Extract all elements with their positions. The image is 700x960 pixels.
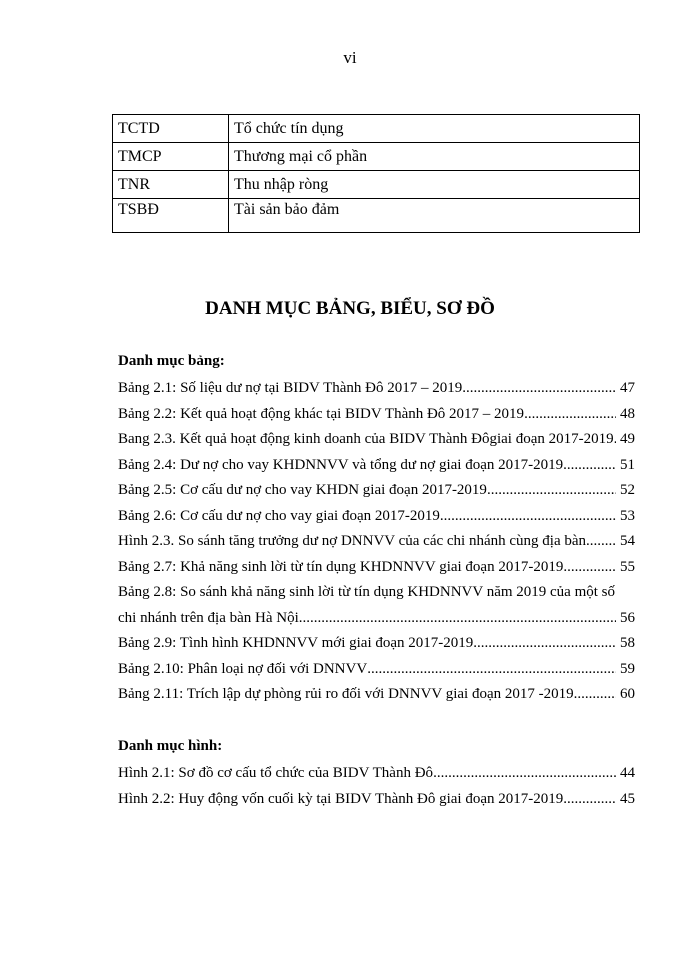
leader-dots (433, 761, 616, 787)
toc-entry[interactable] (118, 787, 635, 813)
toc-entry[interactable] (118, 402, 635, 428)
toc-entry[interactable] (118, 529, 635, 555)
abbr-meaning: Tài sản bảo đảm (229, 199, 640, 233)
page-number: vi (343, 48, 357, 67)
toc-entry-page: 53 (620, 507, 635, 524)
toc-entry[interactable] (118, 580, 635, 631)
toc-entry-page: 49 (620, 431, 635, 447)
abbr-code: TCTD (113, 115, 229, 143)
toc-entry-page: 60 (620, 686, 635, 702)
toc-entry-page: 54 (620, 533, 635, 549)
abbr-meaning: Thương mại cổ phần (229, 143, 640, 171)
leader-dots (563, 787, 616, 813)
table-row (113, 115, 640, 143)
toc-entry-page: 47 (620, 380, 635, 396)
toc-entry-text: Hình 2.1: Sơ đồ cơ cấu tổ chức của BIDV Thành Đô (118, 765, 434, 781)
leader-dots (473, 631, 616, 657)
toc-entry[interactable] (118, 453, 635, 479)
toc-entry-text: Hình 2.3. So sánh tăng trưởng dư nợ DNNVV của các chi nhánh cùng địa bàn (118, 533, 587, 549)
leader-dots (563, 453, 616, 479)
toc-entry-page: 52 (620, 482, 635, 498)
toc-entry-page: 55 (620, 558, 635, 575)
toc-entry-text: Bảng 2.8: So sánh khả năng sinh lời từ tín dụng KHDNNVV năm 2019 của một số (118, 584, 616, 600)
toc-entry-text: Bảng 2.2: Kết quả hoạt động khác tại BIDV Thành Đô 2017 – 2019 (118, 405, 525, 422)
figures-list (118, 761, 635, 812)
toc-entry-page: 59 (620, 660, 635, 677)
leader-dots (367, 657, 616, 683)
leader-dots (440, 504, 616, 530)
leader-dots (299, 606, 616, 632)
page-title: DANH MỤC BẢNG, BIỂU, SƠ ĐỒ (205, 298, 495, 319)
toc-entry[interactable] (118, 657, 635, 683)
toc-entry-text: Bang 2.3. Kết quả hoạt động kinh doanh của BIDV Thành Đôgiai đoạn 2017-2019 (118, 431, 614, 447)
toc-entry-text: Bảng 2.4: Dư nợ cho vay KHDNNVV và tổng dư nợ giai đoạn 2017-2019 (118, 456, 564, 473)
toc-entry-page: 58 (620, 635, 635, 651)
toc-entry-text-continued: chi nhánh trên địa bàn Hà Nội (118, 609, 299, 626)
toc-entry-text: Bảng 2.5: Cơ cấu dư nợ cho vay KHDN giai đoạn 2017-2019 (118, 482, 487, 498)
leader-dots (563, 555, 616, 581)
leader-dots (524, 402, 616, 428)
abbr-code: TSBĐ (113, 199, 229, 233)
toc-entry-page: 44 (620, 765, 635, 781)
toc-entry[interactable] (118, 761, 635, 787)
toc-entry-text: Hình 2.2: Huy động vốn cuối kỳ tại BIDV Thành Đô giai đoạn 2017-2019 (118, 790, 564, 807)
abbr-code: TNR (113, 171, 229, 199)
toc-entry[interactable] (118, 555, 635, 581)
toc-entry-page: 48 (620, 405, 635, 422)
toc-entry-text: Bảng 2.10: Phân loại nợ đối với DNNVV (118, 660, 368, 677)
toc-entry[interactable] (118, 478, 635, 504)
toc-entry[interactable] (118, 631, 635, 657)
leader-dots (574, 682, 616, 708)
toc-entry[interactable] (118, 682, 635, 708)
abbr-meaning: Tổ chức tín dụng (229, 115, 640, 143)
table-row (113, 199, 640, 233)
toc-entry-page: 45 (620, 790, 635, 807)
toc-entry[interactable] (118, 376, 635, 402)
abbr-meaning: Thu nhập ròng (229, 171, 640, 199)
toc-entry-text: Bảng 2.1: Số liệu dư nợ tại BIDV Thành Đô 2017 – 2019 (118, 380, 463, 396)
tables-heading: Danh mục bảng: (118, 353, 225, 369)
tables-list (118, 376, 635, 708)
table-row (113, 143, 640, 171)
toc-entry-page: 51 (620, 456, 635, 473)
toc-entry[interactable] (118, 427, 635, 453)
abbreviation-table (112, 114, 640, 233)
abbr-code: TMCP (113, 143, 229, 171)
figures-heading: Danh mục hình: (118, 738, 223, 754)
toc-entry-page: 56 (620, 609, 635, 626)
toc-entry[interactable] (118, 504, 635, 530)
leader-dots (487, 478, 616, 504)
toc-entry-text: Bảng 2.11: Trích lập dự phòng rủi ro đối với DNNVV giai đoạn 2017 -2019 (118, 686, 574, 702)
toc-entry-text: Bảng 2.6: Cơ cấu dư nợ cho vay giai đoạn 2017-2019 (118, 507, 440, 524)
table-row (113, 171, 640, 199)
leader-dots (462, 376, 616, 402)
toc-entry-text: Bảng 2.9: Tình hình KHDNNVV mới giai đoạn 2017-2019 (118, 635, 474, 651)
toc-entry-text: Bảng 2.7: Khả năng sinh lời từ tín dụng KHDNNVV giai đoạn 2017-2019 (118, 558, 564, 575)
leader-dots (586, 529, 616, 555)
